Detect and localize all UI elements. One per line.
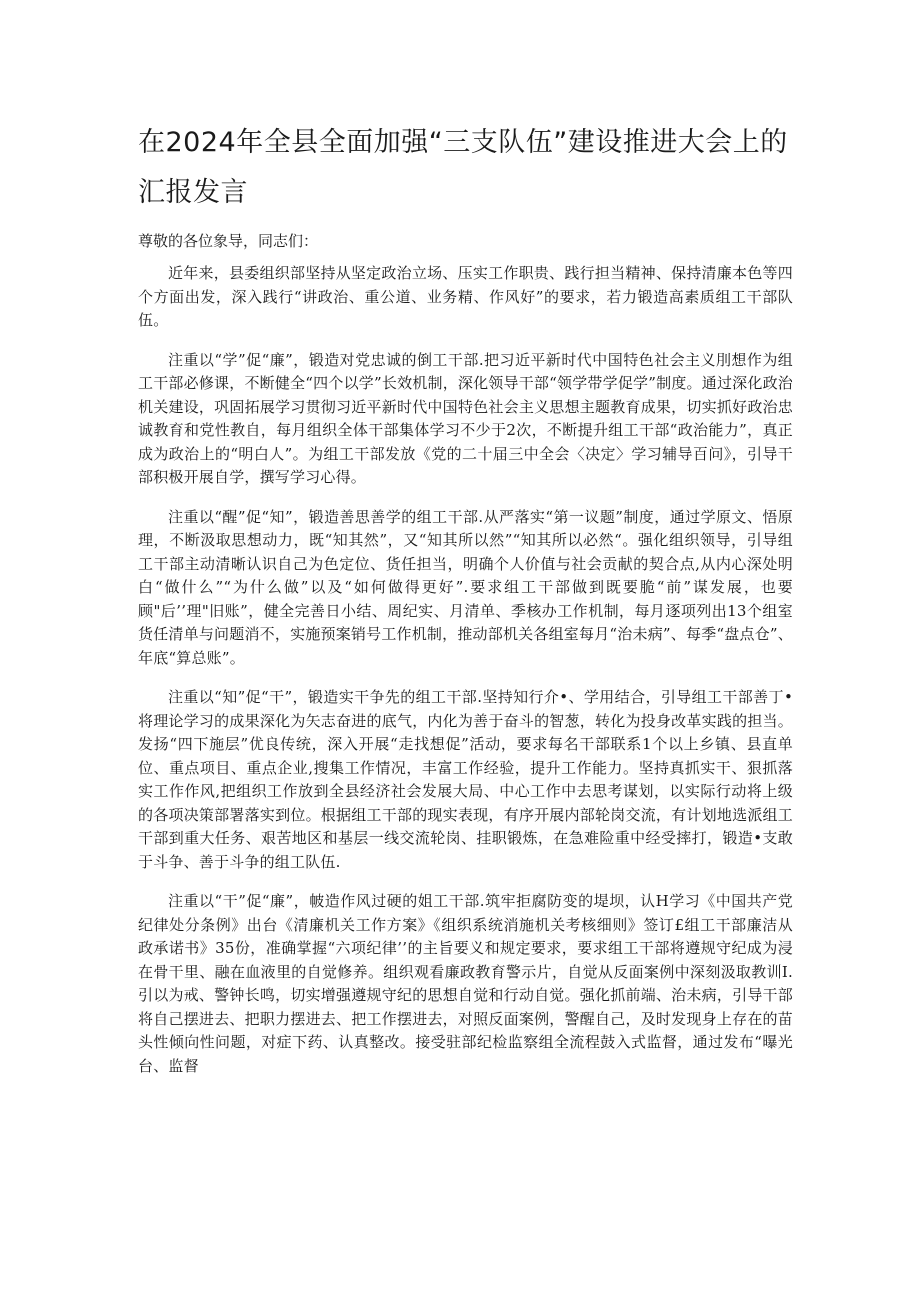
document-title: 在2024年全县全面加强“三支队伍”建设推进大会上的汇报发言 xyxy=(138,127,788,208)
paragraph-intro: 近年来，县委组织部坚持从坚定政治立场、压实工作职贵、践行担当精神、保持清廉本色等四个方面出发，深入践行“讲政治、重公道、业务精、作风好”的要求，若力锻造高素质组工干部队伍。 xyxy=(138,264,793,329)
paragraph-action-integrity: 注重以“干”促“廉”，帔造作风过硬的姐工干部.筑牢拒腐防变的堤坝，认H学习《中国共产党纪律处分条例》出台《清廉机关工作方案》《组织系统消施机关考核细则》签订£组工干部廉洁从政承诺书》35份，准确掌握“六项纪律’’的主旨要义和规定要求，要求组工干部将遵规守纪成为浸在骨干里、融在血液里的自觉修养。组织观看廉政教育警示片，自觉从反面案例中深刻汲取教训I.引以为戒、警钟长鸣，切实增强遵规守纪的思想自觉和行动自觉。强化抓前端、治未病，引导干部将自己摆进去、把职力摆进去、把工作摆进去，对照反面案例，警醒自己，及时发现身上存在的苗头性倾向性问题，对症下药、认真整改。接受驻部纪检监察组全流程鼓入式监督，通过发布“曝光台、监督 xyxy=(138,892,793,1075)
paragraph-study-integrity: 注重以“学”促“廉”，锻造对党忠诚的倒工干部.把习近平新时代中国特色社会主义刖想作为组工干部必修课，不断健全“四个以学”长效机制，深化领导干部“领学带学促学”制度。通过深化政治机关建设，巩固拓展学习贯彻习近平新时代中国特色社会主义思想主题教育成果，切实抓好政治忠诚教育和党性教自，每月组织全体干部集体学习不少于2次，不断提升组工干部“政治能力”，真正成为政治上的“明白人”。为组工干部发放《党的二十届三中全会〈决定〉学习辅导百问》，引导干部积极开展自学，撰写学习心得。 xyxy=(138,350,793,486)
paragraph-awaken-knowledge: 注重以“醒”促“知”，锻造善思善学的组工干部.从严落实“第一议题”制度，通过学原文、悟原理，不断汲取思想动力，既“知其然”，又“知其所以然”“知其所以必然“。强化组织领导，引导组工干部主动清晰认识自己为色定位、货任担当，明确个人价值与社会贡献的契合点,从内心深处明白“做什么”“为什么做”以及“如何做得更好”.要求组工干部做到既要脆“前”谋发展，也要顾"后’’理"旧账”，健全完善日小结、周纪实、月清单、季核办工作机制，每月逐项列出13个组室货任清单与问题消不，实施预案销号工作机制，推动部机关各组室每月“治未病”、每季“盘点仓”、年底“算总账”。 xyxy=(138,507,793,667)
salutation: 尊敬的各位象导，同志们： xyxy=(138,232,319,250)
paragraph-knowledge-action: 注重以“知”促“干”，锻造实干争先的组工干部.坚持知行介•、学用结合，引导组工干部善丁•将理论学习的成果深化为矢志奋进的底气，内化为善于奋斗的智葱，转化为投身改革实践的担当。发扬“四下施层”优良传统，深入开展“走找想促”活动，要求每名干部联系1个以上乡镇、县直单位、重点项目、重点企业,搜集工作情况，丰富工作经验，提升工作能力。坚持真抓实干、狠抓落实工作作风,把组织工作放到全县经济社会发展大局、中心工作中去思考谋划，以实际行动将上级的各项决策部署落实到位。根据组工干部的现实表现，有序开展内部轮岗交流，有计划地选派组工干部到重大任务、艰苦地区和基层一线交流轮岗、挂职锻炼，在急难险重中经受摔打，锻造•支敢于斗争、善于斗争的组工队伍. xyxy=(138,688,793,871)
document-body xyxy=(138,262,793,1094)
